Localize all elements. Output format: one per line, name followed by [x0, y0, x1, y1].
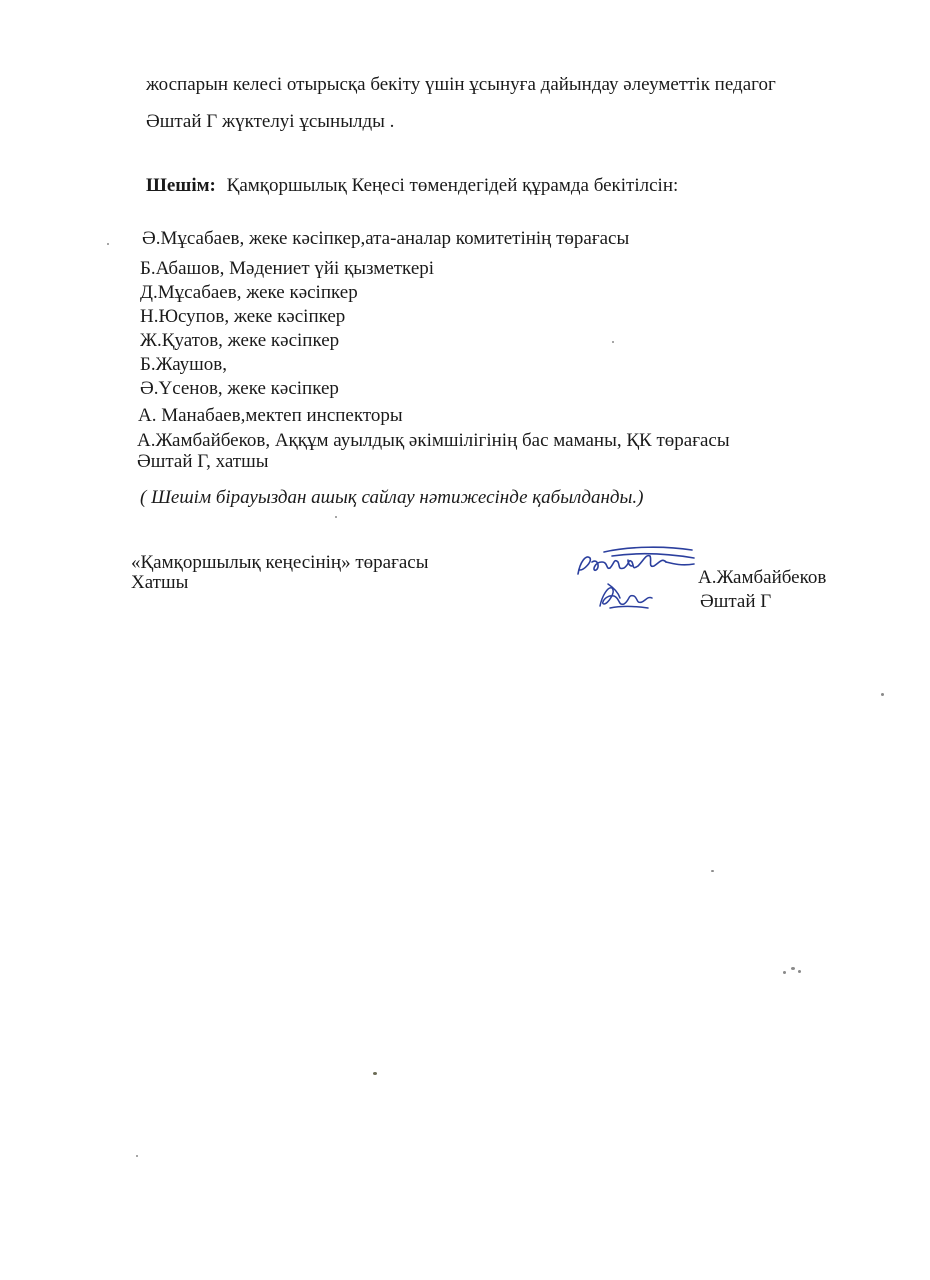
- scan-speck: [107, 243, 109, 245]
- intro-line-1: жоспарын келесі отырысқа бекіту үшін ұсынуға дайындау әлеуметтік педагог: [146, 74, 776, 95]
- intro-line-2: Әштай Г жүктелуі ұсынылды .: [146, 111, 395, 132]
- member-2: Б.Абашов, Мәдениет үйі қызметкері: [140, 258, 435, 279]
- scan-speck: [373, 1072, 377, 1075]
- scan-speck: [791, 967, 795, 970]
- secretary-name: Әштай Г: [700, 591, 772, 612]
- chair-name: А.Жамбайбеков: [698, 567, 827, 588]
- member-4: Н.Юсупов, жеке кәсіпкер: [140, 306, 346, 327]
- scan-speck: [335, 516, 337, 518]
- decision-label: Шешім:: [146, 175, 216, 196]
- member-7: Ә.Үсенов, жеке кәсіпкер: [140, 378, 339, 399]
- member-9: А.Жамбайбеков, Аққұм ауылдық әкімшілігінің бас маманы, ҚК төрағасы: [137, 430, 730, 451]
- scan-speck: [783, 971, 786, 974]
- member-6: Б.Жаушов,: [140, 354, 228, 375]
- scan-speck: [711, 870, 714, 872]
- member-10: Әштай Г, хатшы: [137, 451, 269, 472]
- member-3: Д.Мұсабаев, жеке кәсіпкер: [140, 282, 358, 303]
- scan-speck: [798, 970, 801, 973]
- decision-note: ( Шешім бірауыздан ашық сайлау нәтижесінде қабылданды.): [140, 487, 644, 508]
- decision-line: [146, 175, 678, 197]
- member-1: Ә.Мұсабаев, жеке кәсіпкер,ата-аналар комитетінің төрағасы: [142, 228, 630, 249]
- scan-speck: [881, 693, 884, 696]
- scan-speck: [136, 1155, 138, 1157]
- member-5: Ж.Қуатов, жеке кәсіпкер: [140, 330, 340, 351]
- scan-speck: [612, 341, 614, 343]
- chair-title: «Қамқоршылық кеңесінің» төрағасы: [131, 552, 429, 573]
- secretary-title: Хатшы: [131, 572, 189, 593]
- member-8: А. Манабаев,мектеп инспекторы: [138, 405, 403, 426]
- secretary-signature: [590, 578, 660, 614]
- decision-text: Қамқоршылық Кеңесі төмендегідей құрамда бекітілсін:: [226, 175, 679, 196]
